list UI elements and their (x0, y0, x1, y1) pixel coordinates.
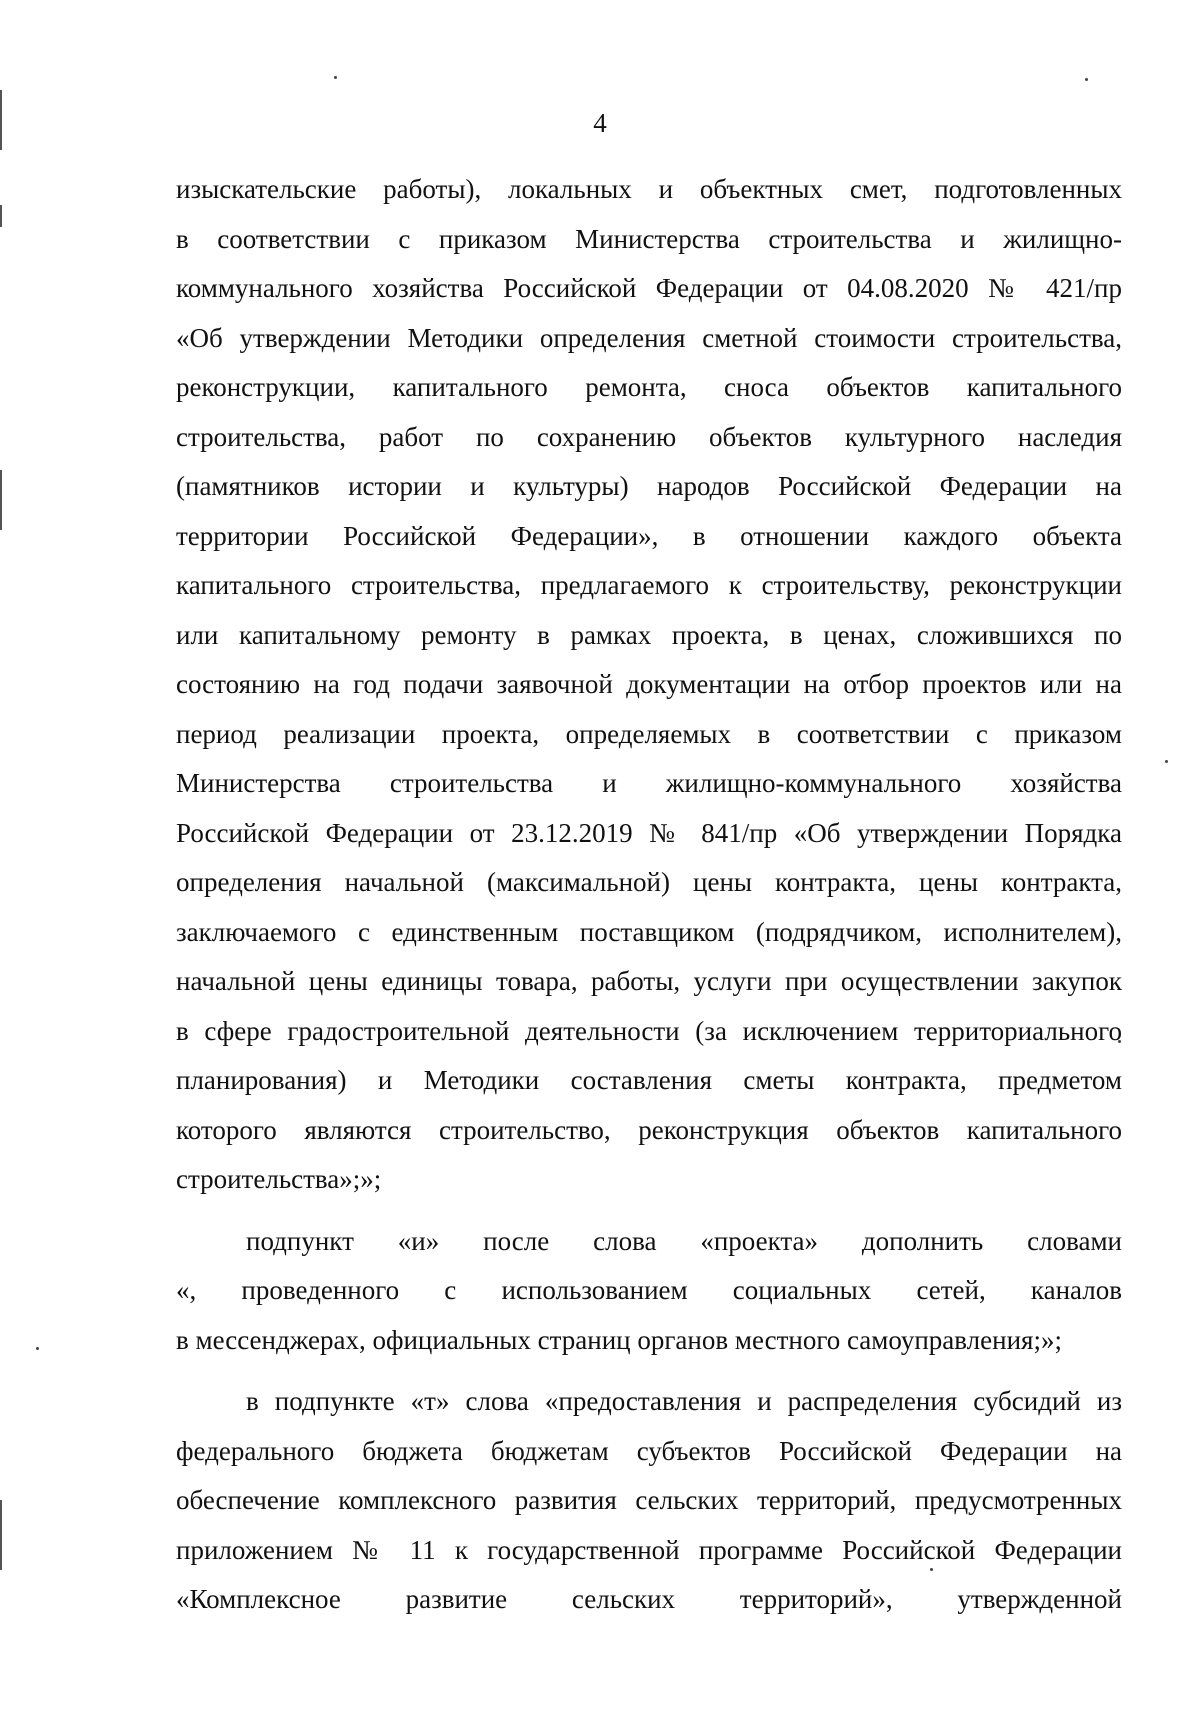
scan-speck (36, 1347, 39, 1350)
text-line: «Об утверждении Методики определения сметной стоимости строительства, (176, 322, 1122, 353)
scan-speck (334, 76, 337, 79)
scan-speck (1165, 760, 1168, 763)
text-line: строительства»;»; (176, 1164, 382, 1194)
text-line: федерального бюджета бюджетам субъектов Российской Федерации на (176, 1435, 1122, 1466)
text-line: планирования) и Методики составления сметы контракта, предметом (176, 1065, 1122, 1095)
text-line: Министерства строительства и жилищно-коммунального хозяйства (176, 768, 1122, 798)
text-line: в мессенджерах, официальных страниц органов местного самоуправления;»; (176, 1324, 1062, 1355)
text-line: Российской Федерации от 23.12.2019 № 841/пр «Об утверждении Порядка (176, 817, 1122, 848)
scan-edge-mark (0, 1500, 2, 1570)
text-line: капитального строительства, предлагаемого к строительству, реконструкции (176, 570, 1122, 600)
scan-speck (1085, 78, 1088, 81)
document-body (176, 165, 1122, 1625)
scan-edge-mark (0, 205, 2, 227)
paragraph-subitem-t (176, 1377, 1122, 1625)
text-line: которого являются строительство, реконструкция объектов капитального (176, 1114, 1122, 1145)
text-line: обеспечение комплексного развития сельских территорий, предусмотренных (176, 1485, 1122, 1515)
paragraph-estimates (176, 165, 1122, 1205)
text-line: изыскательские работы), локальных и объектных смет, подготовленных (176, 174, 1122, 204)
text-line: или капитальному ремонту в рамках проекта, в ценах, сложившихся по (176, 619, 1122, 650)
text-line: в подпункте «т» слова «предоставления и распределения субсидий из (246, 1386, 1122, 1416)
paragraph-subitem-i (176, 1217, 1122, 1366)
text-line: строительства, работ по сохранению объектов культурного наследия (176, 421, 1122, 452)
text-line: начальной цены единицы товара, работы, услуги при осуществлении закупок (176, 966, 1122, 996)
text-line: реконструкции, капитального ремонта, сноса объектов капитального (176, 372, 1122, 402)
text-line: заключаемого с единственным поставщиком (подрядчиком, исполнителем), (176, 916, 1122, 947)
text-line: приложением № 11 к государственной программе Российской Федерации (176, 1534, 1122, 1565)
page-number: 4 (593, 108, 607, 138)
text-line: территории Российской Федерации», в отношении каждого объекта (176, 520, 1122, 551)
text-line: коммунального хозяйства Российской Федерации от 04.08.2020 № 421/пр (176, 273, 1122, 303)
text-line: «, проведенного с использованием социальных сетей, каналов (176, 1275, 1122, 1305)
text-line: состоянию на год подачи заявочной документации на отбор проектов или на (176, 669, 1122, 699)
text-line: период реализации проекта, определяемых в соответствии с приказом (176, 718, 1122, 749)
text-line: (памятников истории и культуры) народов Российской Федерации на (176, 471, 1122, 501)
text-line: «Комплексное развитие сельских территорий», утвержденной (176, 1584, 1122, 1614)
text-line: в сфере градостроительной деятельности (за исключением территориального (176, 1015, 1122, 1046)
text-line: определения начальной (максимальной) цены контракта, цены контракта, (176, 867, 1122, 897)
text-line: в соответствии с приказом Министерства строительства и жилищно- (176, 223, 1122, 254)
scan-edge-mark (0, 470, 2, 530)
text-line: подпункт «и» после слова «проекта» дополнить словами (246, 1225, 1122, 1256)
